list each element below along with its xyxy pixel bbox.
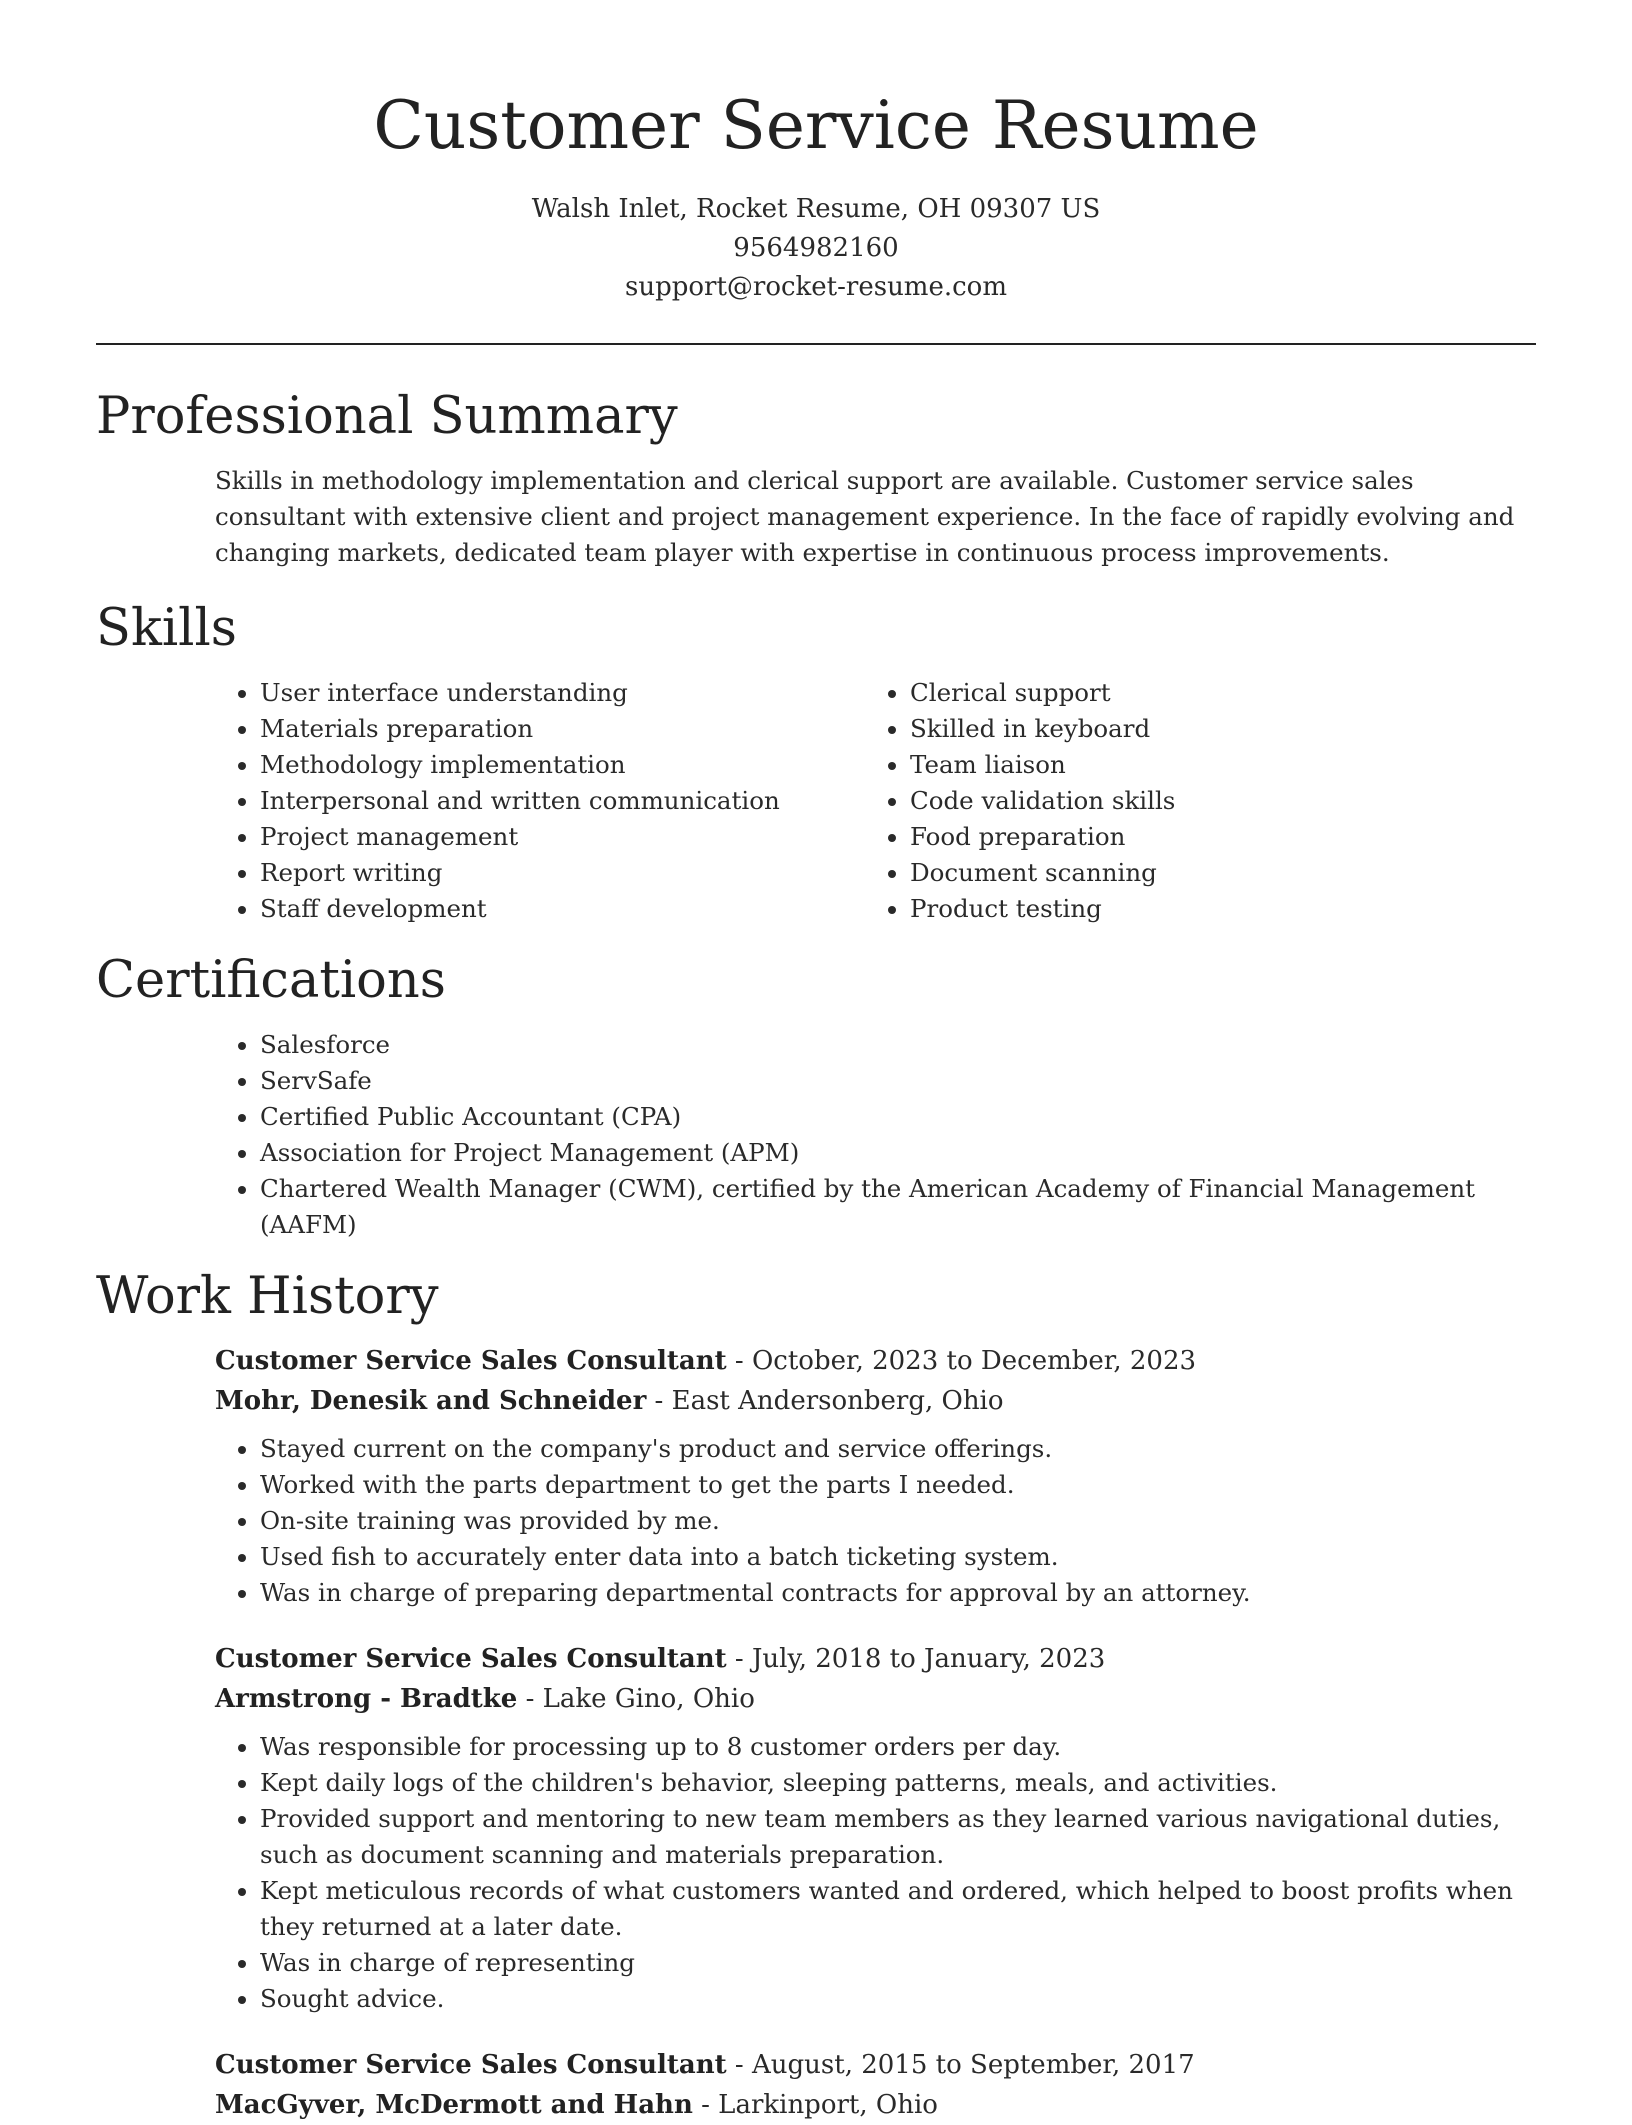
job-role-line (215, 2045, 1536, 2085)
job-duty-item: • Provided support and mentoring to new team members as they learned various navigational duties, such as document scanning and materials preparation. (260, 1801, 1536, 1873)
job-location: - Lake Gino, Ohio (517, 1684, 755, 1714)
job-dates: - August, 2015 to September, 2017 (726, 2050, 1195, 2080)
job-dates: - July, 2018 to January, 2023 (726, 1644, 1106, 1674)
summary-text: Skills in methodology implementation and clerical support are available. Customer service sales consultant with extensive client and project management experience. In the face of rapidly evolving and changing markets, dedicated team player with expertise in continuous process improvements. (215, 466, 1515, 567)
job-company: MacGyver, McDermott and Hahn (215, 2090, 693, 2120)
skill-item: • Skilled in keyboard (910, 711, 1515, 747)
address-text: Walsh Inlet, Rocket Resume, OH 09307 US (531, 194, 1101, 224)
skill-item: • Project management (260, 819, 865, 855)
job-entry (215, 1639, 1536, 2017)
job-duty-item: • On-site training was provided by me. (260, 1503, 1536, 1539)
job-location: - Larkinport, Ohio (692, 2090, 938, 2120)
skill-item: • Materials preparation (260, 711, 865, 747)
job-duties-list (215, 1729, 1536, 2017)
skill-item: • Methodology implementation (260, 747, 865, 783)
certification-item: • Certified Public Accountant (CPA) (260, 1099, 1536, 1135)
job-duties-list (215, 1431, 1536, 1611)
job-duty-item: • Kept daily logs of the children's behavior, sleeping patterns, meals, and activities. (260, 1765, 1536, 1801)
skill-item: • Report writing (260, 855, 865, 891)
job-duty-item: • Worked with the parts department to get the parts I needed. (260, 1467, 1536, 1503)
email-text: support@rocket-resume.com (624, 272, 1007, 302)
job-dates: - October, 2023 to December, 2023 (726, 1346, 1197, 1376)
job-duty-item: • Was in charge of representing (260, 1945, 1536, 1981)
skill-item: • Team liaison (910, 747, 1515, 783)
job-duty-item: • Was in charge of preparing departmental contracts for approval by an attorney. (260, 1575, 1536, 1611)
job-duty-item: • Stayed current on the company's product and service offerings. (260, 1431, 1536, 1467)
skills-list-left (215, 675, 865, 927)
summary-section (96, 385, 1536, 571)
contact-block (96, 190, 1536, 307)
skill-item: • Food preparation (910, 819, 1515, 855)
skill-item: • Document scanning (910, 855, 1515, 891)
skills-section (96, 597, 1536, 927)
resume-header (96, 0, 1536, 307)
certification-item: • ServSafe (260, 1063, 1536, 1099)
job-entry (215, 1341, 1536, 1611)
phone-text: 9564982160 (733, 233, 899, 263)
work-history-heading: Work History (96, 1267, 439, 1326)
certifications-block (215, 1027, 1536, 1243)
job-company-line (215, 1679, 1536, 1719)
skill-item: • Interpersonal and written communication (260, 783, 865, 819)
certification-item: • Salesforce (260, 1027, 1536, 1063)
job-role-line (215, 1341, 1536, 1381)
skill-item: • User interface understanding (260, 675, 865, 711)
job-duty-item: • Kept meticulous records of what customers wanted and ordered, which helped to boost profits when they returned at a later date. (260, 1873, 1536, 1945)
job-role: Customer Service Sales Consultant (215, 2050, 727, 2080)
job-company: Mohr, Denesik and Schneider (215, 1386, 647, 1416)
skills-columns (215, 675, 1536, 927)
skills-list-right (865, 675, 1515, 927)
certifications-heading: Certifications (96, 951, 446, 1010)
job-role: Customer Service Sales Consultant (215, 1346, 727, 1376)
certification-item: • Association for Project Management (APM) (260, 1135, 1536, 1171)
job-role: Customer Service Sales Consultant (215, 1644, 727, 1674)
job-duty-item: • Was responsible for processing up to 8 customer orders per day. (260, 1729, 1536, 1765)
certification-item: • Chartered Wealth Manager (CWM), certified by the American Academy of Financial Management (AAFM) (260, 1171, 1536, 1243)
certifications-list (215, 1027, 1536, 1243)
job-entry (215, 2045, 1536, 2125)
header-divider (96, 343, 1536, 345)
job-location: - East Andersonberg, Ohio (646, 1386, 1004, 1416)
job-duty-item: • Used fish to accurately enter data into a batch ticketing system. (260, 1539, 1536, 1575)
job-role-line (215, 1639, 1536, 1679)
job-company-line (215, 2085, 1536, 2125)
job-duty-item: • Sought advice. (260, 1981, 1536, 2017)
skill-item: • Code validation skills (910, 783, 1515, 819)
work-history-section (96, 1265, 1536, 2125)
summary-heading: Professional Summary (96, 387, 678, 446)
skills-heading: Skills (96, 599, 237, 658)
skill-item: • Staff development (260, 891, 865, 927)
skill-item: • Clerical support (910, 675, 1515, 711)
skill-item: • Product testing (910, 891, 1515, 927)
job-company: Armstrong - Bradtke (215, 1684, 518, 1714)
resume-title: Customer Service Resume (373, 87, 1259, 164)
job-company-line (215, 1381, 1536, 1421)
certifications-section (96, 949, 1536, 1243)
